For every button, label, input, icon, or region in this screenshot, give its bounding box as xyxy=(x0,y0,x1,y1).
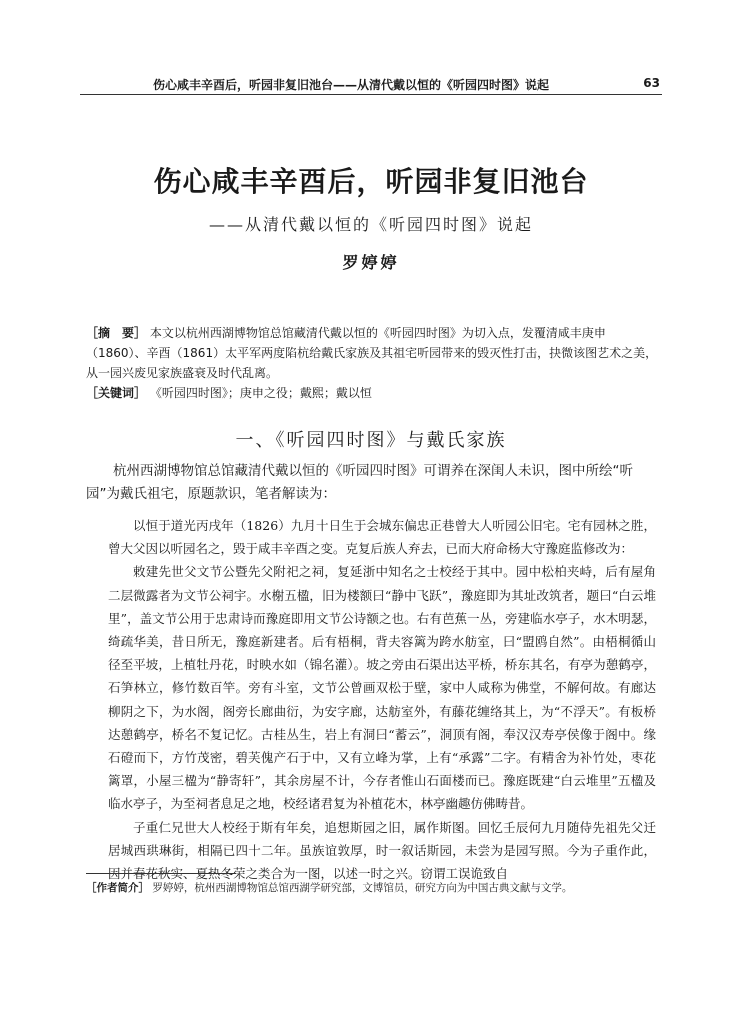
intro-paragraph: 杭州西湖博物馆总馆藏清代戴以恒的《听园四时图》可谓养在深闺人未识，图中所绘“听园”为戴氏祖宅，原题款识，笔者解读为： xyxy=(86,463,633,502)
keywords xyxy=(86,383,658,403)
abstract-label: ［摘 要］ xyxy=(86,326,147,340)
abstract xyxy=(86,323,658,383)
author-footnote xyxy=(86,880,666,896)
keywords-text: 《听园四时图》；庚申之役；戴熙；戴以恒 xyxy=(149,386,372,400)
running-header xyxy=(80,72,662,95)
keywords-label: ［关键词］ xyxy=(86,386,147,400)
abstract-text: 本文以杭州西湖博物馆总馆藏清代戴以恒的《听园四时图》为切入点，发覆清咸丰庚申（1860）、辛酉（1861）太平军两度陷杭给戴氏家族及其祖宅听园带来的毁灭性打击，抉微该图艺术之美，从一园兴废见家族盛衰及时代乱离。 xyxy=(86,326,658,380)
quote-paragraph: 子重仁兄世大人校经于斯有年矣，追想斯园之旧，属作斯图。回忆壬辰何九月随侍先祖先父迁居城西珙琳街，相隔已四十二年。虽族谊敦厚，时一叙话斯园，未尝为是园写照。今为子重作此，因并春花秋实、夏热冬荣之类合为一图，以述一时之兴。窃谓工误诡致自 xyxy=(108,819,656,882)
block-quote xyxy=(108,514,656,885)
article-author: 罗婷婷 xyxy=(342,253,400,272)
quote-paragraph: 以恒于道光丙戌年（1826）九月十日生于会城东偏忠正巷曾大人听园公旧宅。宅有园林之胜，曾大父因以听园名之，毁于咸丰辛酉之变。克复后族人弃去，已而大府命杨大守豫庭监修改为： xyxy=(108,518,656,557)
running-title: 伤心咸丰辛酉后，听园非复旧池台——从清代戴以恒的《听园四时图》说起 xyxy=(152,78,549,92)
footnote-label: ［作者简介］ xyxy=(86,882,149,894)
quote-paragraph: 敕建先世父文节公暨先父附祀之祠，复延浙中知名之士校经于其中。园中松柏夹峙，后有屋角二层微露者为文节公祠宇。水榭五楹，旧为楼额曰“静中飞跃”，豫庭即为其址改筑者，题曰“白云堆里”，盖文节公用于忠肃诗而豫庭即用文节公诗额之也。右有芭蕉一丛，旁建临水亭子，水木明瑟，绮疏华美，昔日所无，豫庭新建者。后有梧桐，背夫容篱为跨水舫室，曰“盟鸥自然”。由梧桐循山径至平坡，上植牡丹花，时映水如（锦名灌）。坡之旁由石渠出达平桥，桥东其名，有亭为憩鹤亭，石笋林立，修竹数百竿。旁有斗室，文节公曾画双松于壁，家中人咸称为佛堂，不解何故。有廊达柳阴之下，为水阁，阁旁长廊曲衍，为安字廊，达舫室外，有藤花缠络其上，为“不浮天”。有板桥达憩鹤亭，桥名不复记忆。古桂丛生，岩上有洞曰“蓄云”，洞顶有阁，奉汉汉寿亭侯像于阁中。缘石磴而下，方竹茂密，碧芙傀产石于中，又有立峰为掌，上有“承露”二字。有精舍为补竹处，枣花篱罩，小屋三楹为“静寄轩”，其余房屋不计，今存者惟山石面楼而已。豫庭既建“白云堆里”五楹及临水亭子，为至祠者息足之地，校经诸君复为补植花木，林亭幽趣仿佛畴昔。 xyxy=(108,564,656,812)
article-subtitle: ——从清代戴以恒的《听园四时图》说起 xyxy=(208,215,533,234)
footnote-divider xyxy=(86,873,236,874)
section-heading: 一、《听园四时图》与戴氏家族 xyxy=(235,430,507,451)
article-title: 伤心咸丰辛酉后，听园非复旧池台 xyxy=(153,165,589,198)
footnote-text: 罗婷婷，杭州西湖博物馆总馆西湖学研究部，文博馆员，研究方向为中国古典文献与文学。 xyxy=(152,882,573,894)
page-number: 63 xyxy=(643,76,660,90)
